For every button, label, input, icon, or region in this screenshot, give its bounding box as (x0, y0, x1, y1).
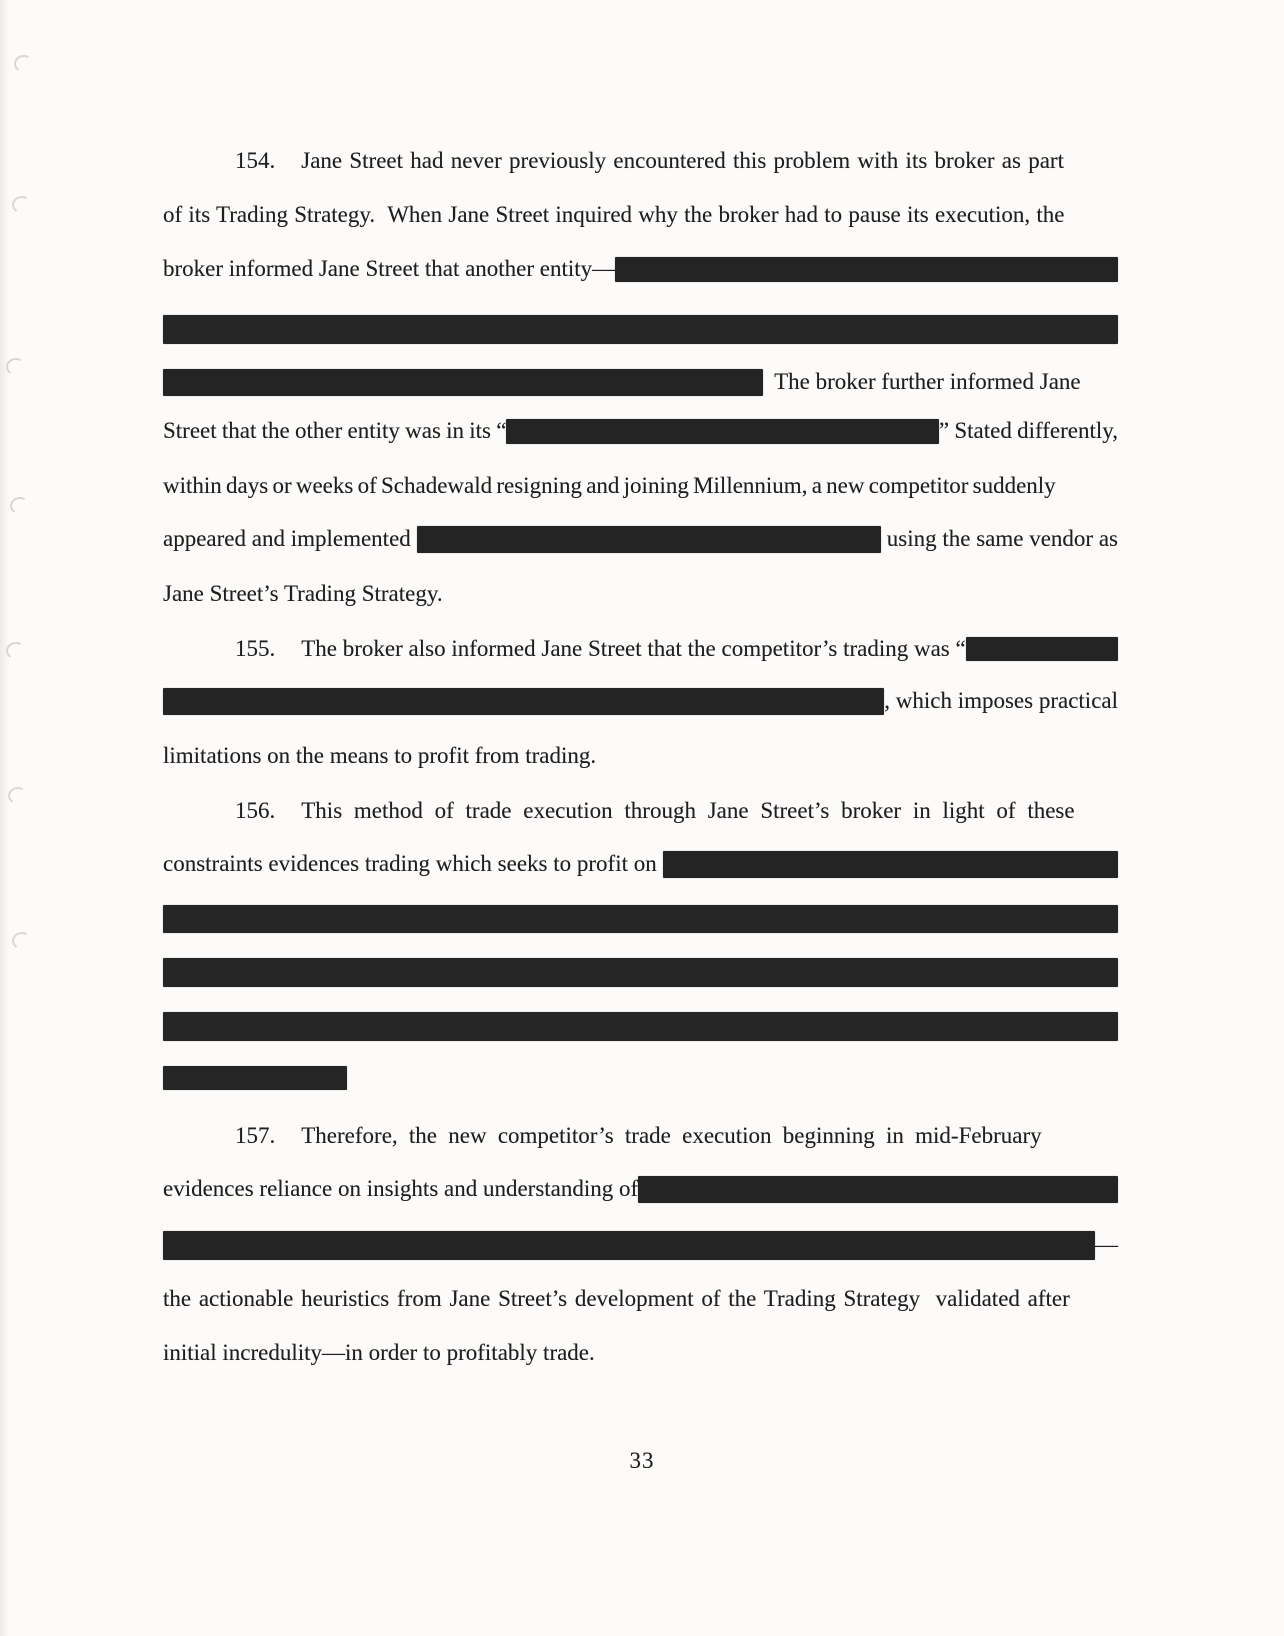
page-edge-shade (0, 0, 10, 1636)
document-line (163, 1119, 1118, 1153)
scan-mark (10, 930, 32, 951)
line-text: The broker further informed Jane (763, 369, 1081, 394)
redaction-bar (638, 1176, 1118, 1203)
document-line (163, 684, 1118, 718)
document-line (163, 522, 1118, 556)
line-text: limitations on the means to profit from trading. (163, 743, 597, 768)
line-text: constraints evidences trading which seeks to profit on (163, 851, 663, 876)
document-line (163, 739, 1118, 773)
line-text: Jane Street’s Trading Strategy. (163, 581, 443, 606)
line-text: within days or weeks of Schadewald resigning and joining Millennium, a new competitor suddenly (163, 473, 1056, 498)
document-line (163, 794, 1118, 828)
scan-mark (8, 495, 30, 516)
line-text: evidences reliance on insights and understanding of (163, 1176, 639, 1201)
line-text: broker informed Jane Street that another entity— (163, 256, 616, 281)
redaction-bar (663, 851, 1119, 878)
document-line (163, 365, 1118, 399)
scan-mark (10, 194, 32, 215)
document-line (163, 847, 1118, 881)
document-line (163, 144, 1118, 178)
redaction-bar (163, 958, 1118, 987)
redaction-bar (163, 1231, 1095, 1260)
page-number: 33 (629, 1448, 655, 1473)
line-text: , which imposes practical (884, 688, 1118, 713)
redaction-bar (966, 637, 1118, 661)
document-line (163, 1228, 1118, 1262)
document-line (163, 1336, 1118, 1370)
document-line (163, 1282, 1118, 1316)
document-line (163, 577, 1118, 611)
line-text: the actionable heuristics from Jane Street’s development of the Trading Strategy validated after (163, 1286, 1070, 1311)
document-line (163, 469, 1118, 503)
redaction-bar (163, 688, 884, 715)
redaction-bar (163, 315, 1118, 344)
redaction-bar (163, 369, 763, 396)
redaction-bar (163, 1012, 1118, 1041)
line-text: — (1095, 1232, 1118, 1257)
line-text: Therefore, the new competitor’s trade execution beginning in mid-February (301, 1123, 1042, 1148)
redaction-bar (417, 526, 881, 553)
paragraph-number: 155. (235, 636, 276, 661)
line-text: The broker also informed Jane Street that the competitor’s trading was “ (301, 636, 966, 661)
redaction-bar (163, 905, 1118, 933)
line-text: Street that the other entity was in its “ (163, 418, 507, 443)
paragraph-number: 154. (235, 148, 276, 173)
line-text: of its Trading Strategy. When Jane Street inquired why the broker had to pause its execution, the (163, 202, 1065, 227)
document-line (163, 198, 1118, 232)
line-text: initial incredulity—in order to profitably trade. (163, 1340, 595, 1365)
redaction-bar (506, 419, 938, 444)
document-line (163, 632, 1118, 666)
document-line (163, 1172, 1118, 1206)
paragraph-number: 156. (235, 798, 276, 823)
document-line (163, 252, 1118, 286)
redaction-bar (615, 257, 1118, 282)
redaction-bar (163, 1066, 347, 1090)
line-text: appeared and implemented (163, 526, 417, 551)
line-text: This method of trade execution through Jane Street’s broker in light of these (301, 798, 1075, 823)
line-text: Jane Street had never previously encountered this problem with its broker as part (301, 148, 1064, 173)
line-text: ” Stated differently, (938, 418, 1118, 443)
scan-mark (12, 53, 34, 74)
line-text: using the same vendor as (881, 526, 1118, 551)
document-line (163, 414, 1118, 448)
paragraph-number: 157. (235, 1123, 276, 1148)
